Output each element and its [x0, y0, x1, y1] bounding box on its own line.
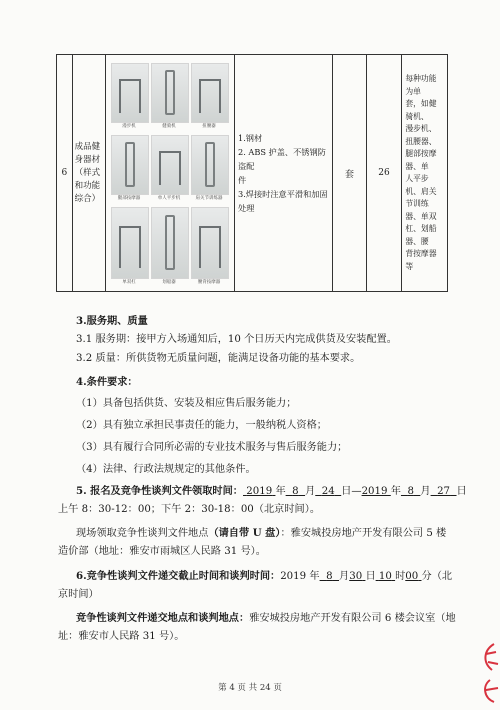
photo-stepper: [151, 135, 189, 195]
table-row: [57, 55, 448, 292]
item-note: 每种功能为单 套，如健骑机、 漫步机、扭腰器、 腿部按摩器、单 人平步机、肩关 节训练器、单双 杠、划船器、腰 背按摩器等: [402, 55, 448, 292]
section-3-title: 3.服务期、质量: [76, 315, 148, 327]
seal-stamp-fragment: [474, 640, 500, 710]
photo-caption: 腿部按摩器: [117, 196, 141, 201]
section-3-2: 3.2 质量：所供货物无质量问题，能满足设备功能的基本要求。: [76, 353, 361, 364]
section-4-title: 4.条件要求：: [76, 376, 138, 388]
condition-item: （4）法律、行政法规规定的其他条件。: [76, 464, 256, 475]
condition-item: （2）具有独立承担民事责任的能力，一般纳税人资格；: [76, 420, 327, 431]
section-3-1: 3.1 服务期：接甲方入场通知后，10 个日历天内完成供货及安装配置。: [76, 334, 397, 345]
product-photos: [106, 55, 235, 292]
section-6-place-cont: 址：雅安市人民路 31 号）。: [58, 631, 185, 642]
section-5-label: 5. 报名及竞争性谈判文件领取时间：: [76, 485, 243, 497]
section-6-line: 6.竞争性谈判文件递交截止时间和谈判时间：2019 年 8 月30 日 10 时00 分（北: [76, 570, 453, 582]
page-footer: 第 4 页 共 24 页: [218, 683, 282, 693]
section-5-line: 5. 报名及竞争性谈判文件领取时间： 2019 年 8 月 24 日—2019 年 8 月 27 日: [76, 485, 467, 497]
photo-caption: 漫步机: [122, 124, 136, 129]
row-index: 6: [57, 55, 73, 292]
photo-rider: [151, 63, 189, 123]
item-qty: 26: [366, 55, 402, 292]
section-6-label: 6.竞争性谈判文件递交截止时间和谈判时间：: [76, 570, 281, 582]
photo-shoulder-trainer: [191, 135, 229, 195]
photo-caption: 肩关节训练器: [195, 196, 223, 201]
photo-parallel-bars: [111, 207, 149, 279]
photo-caption: 单人平步机: [157, 196, 181, 201]
section-5-time: 上午 8：30-12：00；下午 2：30-18：00（北京时间）。: [58, 504, 321, 515]
photo-rower: [151, 207, 189, 279]
photo-caption: 扭腰器: [202, 124, 216, 129]
item-unit: 套: [333, 55, 367, 292]
section-5-place: 现场领取竞争性谈判文件地点（请自带 U 盘）：雅安城投房地产开发有限公司 5 楼: [76, 527, 447, 539]
condition-item: （3）具有履行合同所必需的专业技术服务与售后服务能力；: [76, 442, 348, 453]
photo-back-massager: [191, 207, 229, 279]
photo-twister: [191, 63, 229, 123]
spec-table: [56, 54, 448, 292]
photo-caption: 单双杠: [122, 280, 136, 285]
section-6-place: 竞争性谈判文件递交地点和谈判地点：雅安城投房地产开发有限公司 6 楼会议室（地: [76, 612, 456, 624]
section-5-place-cont: 造价部（地址：雅安市雨城区人民路 31 号）。: [58, 546, 266, 557]
photo-caption: 腰背按摩器: [197, 280, 221, 285]
section-6-line-cont: 京时间）: [58, 589, 99, 600]
condition-item: （1）具备包括供货、安装及相应售后服务能力；: [76, 398, 297, 409]
photo-walker: [111, 63, 149, 123]
photo-leg-massager: [111, 135, 149, 195]
photo-caption: 健骑机: [162, 124, 176, 129]
photo-caption: 划船器: [162, 280, 176, 285]
item-name: 成品健 身器材 （样式 和功能 综合）: [72, 55, 105, 292]
item-spec: 1.钢材 2. ABS 护盖、不锈钢防盗配 件 3.焊接时注意平滑和加固 处理: [235, 55, 333, 292]
